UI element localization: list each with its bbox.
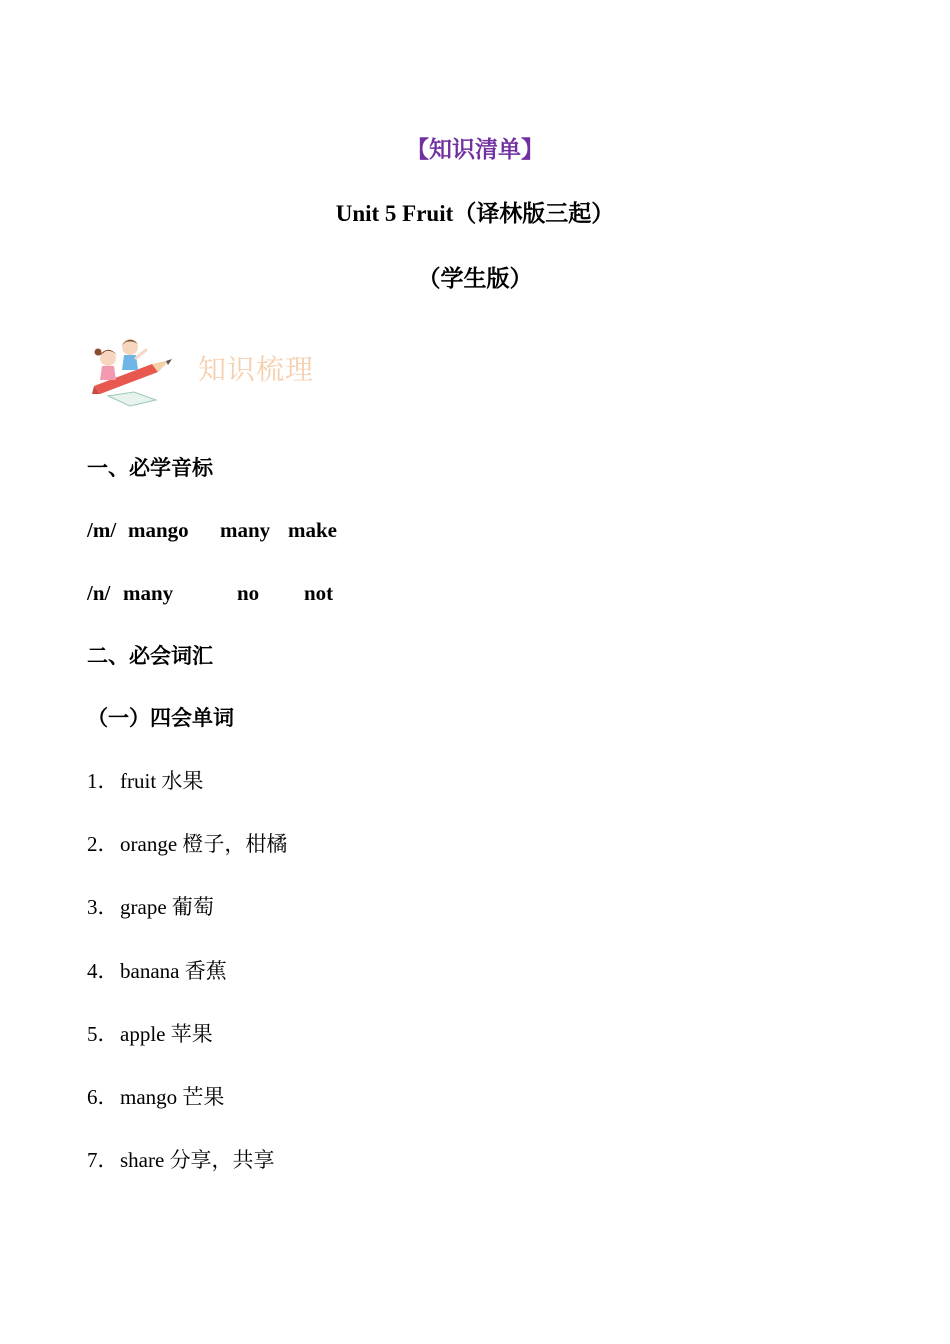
knowledge-summary-banner	[86, 334, 416, 410]
vocab-number: 5．	[87, 1022, 119, 1046]
phonetic-symbol: /m/	[87, 518, 117, 542]
vocabulary-heading: 二、必会词汇	[87, 644, 213, 668]
four-skill-words-subheading: （一）四会单词	[87, 706, 234, 730]
phonetic-word: make	[288, 518, 337, 542]
vocab-chinese: 分享，共享	[169, 1148, 275, 1172]
phonetic-word: mango	[128, 518, 189, 542]
vocab-number: 3．	[87, 895, 119, 919]
phonetic-word: many	[123, 581, 174, 605]
vocab-chinese: 水果	[161, 769, 204, 793]
kids-riding-pencil-icon	[86, 334, 178, 410]
vocab-number: 7．	[87, 1148, 119, 1172]
vocab-chinese: 苹果	[170, 1022, 213, 1046]
vocab-english: banana	[120, 959, 180, 983]
phonetic-word: not	[304, 581, 334, 605]
phonetic-symbol: /n/	[87, 581, 111, 605]
vocab-english: fruit	[120, 769, 157, 793]
vocab-item	[87, 893, 214, 921]
vocab-english: share	[120, 1148, 165, 1172]
banner-title: 知识梳理	[198, 355, 315, 386]
knowledge-list-tag: 【知识清单】	[406, 137, 544, 162]
vocab-chinese: 葡萄	[171, 895, 214, 919]
vocab-chinese: 芒果	[182, 1085, 225, 1109]
vocab-number: 4．	[87, 959, 119, 983]
edition-label: （学生版）	[417, 266, 533, 291]
vocab-english: grape	[120, 895, 167, 919]
vocab-number: 6．	[87, 1085, 119, 1109]
vocab-item	[87, 1020, 213, 1048]
phonetic-word: many	[220, 518, 271, 542]
vocab-item	[87, 767, 203, 795]
vocab-english: orange	[120, 832, 178, 856]
vocab-item	[87, 1083, 224, 1111]
vocab-number: 2．	[87, 832, 119, 856]
phonetic-word: no	[237, 581, 260, 605]
vocab-item	[87, 957, 227, 985]
phonetics-heading: 一、必学音标	[87, 456, 213, 480]
vocab-english: mango	[120, 1085, 178, 1109]
vocab-english: apple	[120, 1022, 166, 1046]
vocab-item	[87, 1146, 275, 1174]
vocab-chinese: 香蕉	[184, 959, 227, 983]
page-title: Unit 5 Fruit（译林版三起）	[335, 201, 615, 226]
phonetic-row-n	[87, 579, 487, 607]
vocab-chinese: 橙子，柑橘	[182, 832, 288, 856]
vocab-item	[87, 830, 287, 858]
phonetic-row-m	[87, 516, 487, 544]
vocab-number: 1．	[87, 769, 119, 793]
